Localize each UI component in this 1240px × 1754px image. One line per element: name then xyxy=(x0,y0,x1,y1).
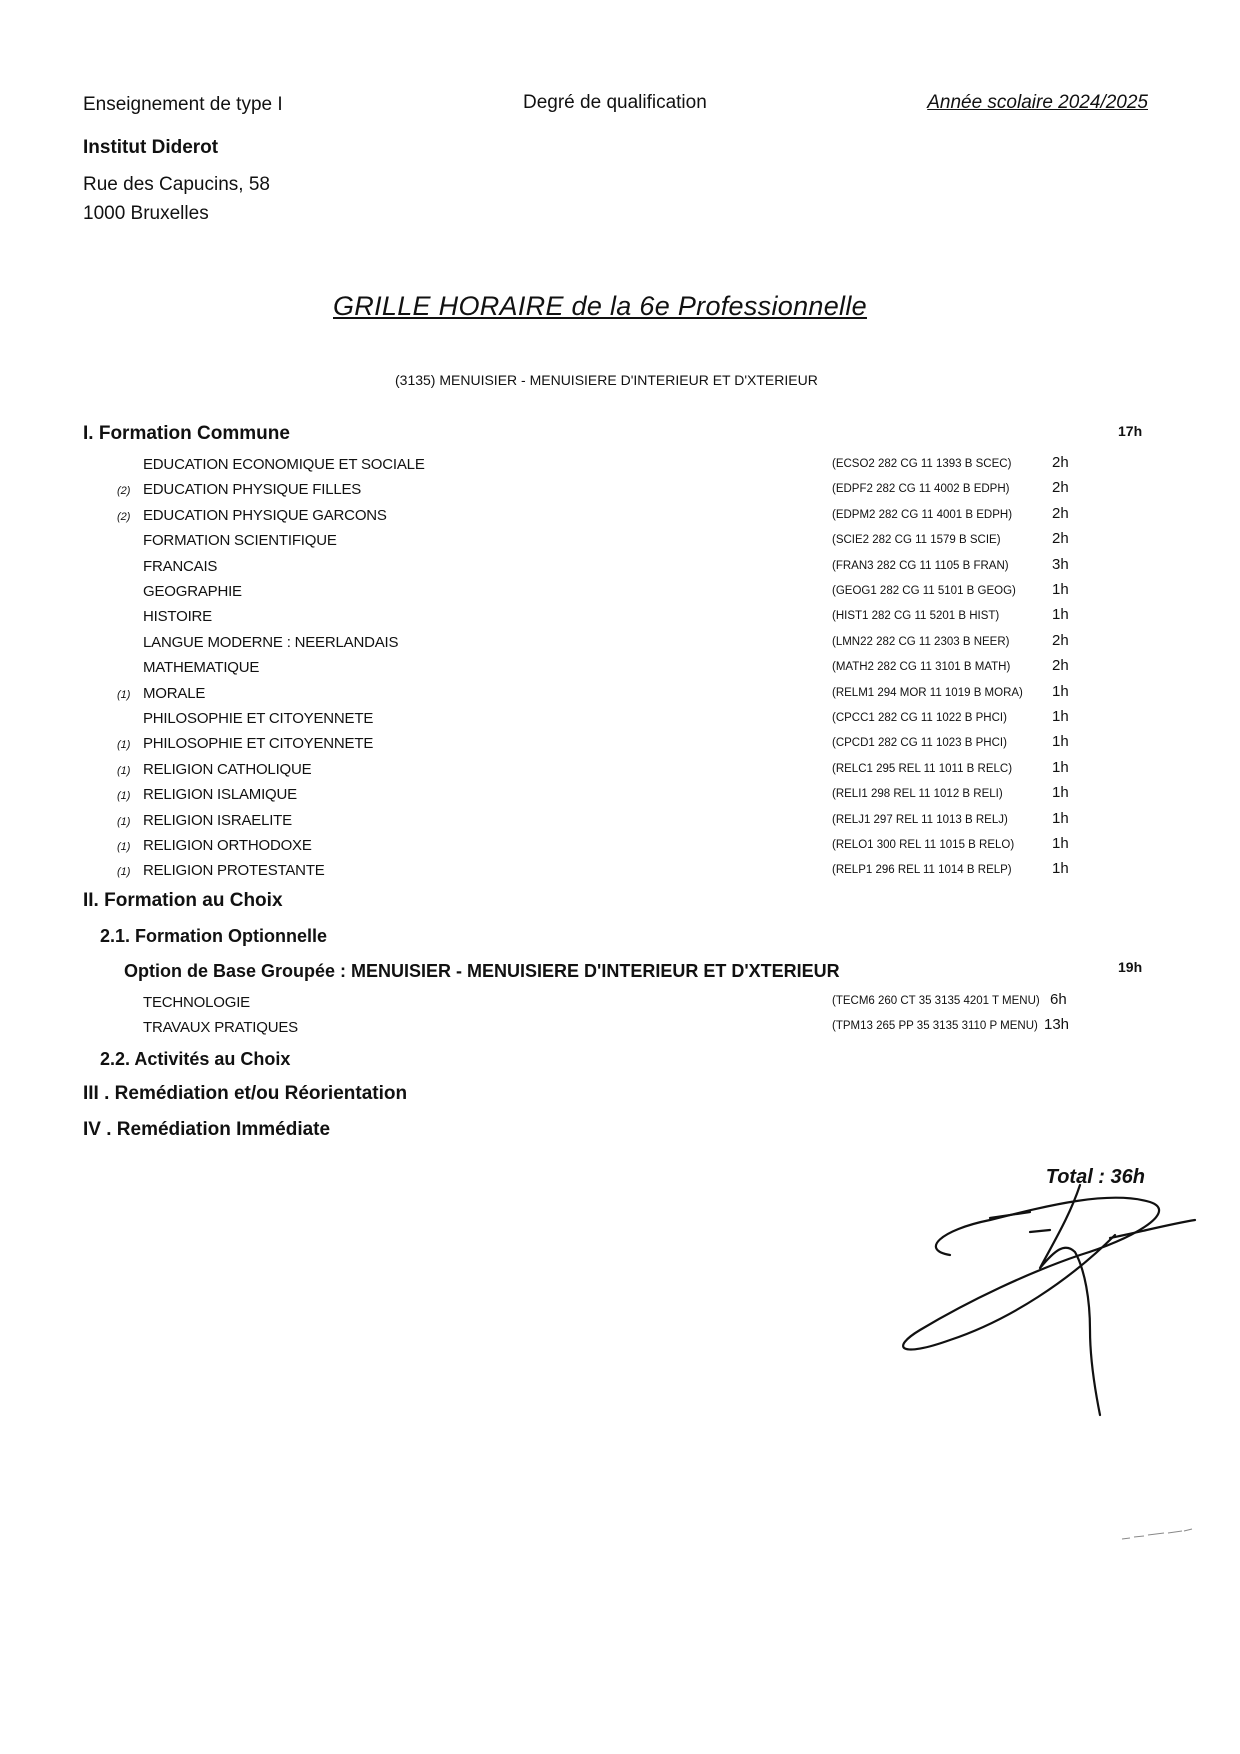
section-remediation-title: III . Remédiation et/ou Réorientation xyxy=(83,1083,408,1104)
section-optional-title: 2.1. Formation Optionnelle xyxy=(100,926,328,946)
option-prefix: Option de Base Groupée : xyxy=(124,961,352,981)
course-code: (GEOG1 282 CG 11 5101 B GEOG) xyxy=(832,585,1016,597)
course-name: FORMATION SCIENTIFIQUE xyxy=(143,532,337,550)
section-common-title: I. Formation Commune xyxy=(83,423,290,444)
course-hours: 1h xyxy=(1052,860,1069,878)
course-name: PHILOSOPHIE ET CITOYENNETE xyxy=(143,735,374,753)
course-hours: 1h xyxy=(1052,809,1069,827)
course-code: (MATH2 282 CG 11 3101 B MATH) xyxy=(832,661,1011,674)
course-footnote-marker: (1) xyxy=(117,688,131,701)
course-code: (LMN22 282 CG 11 2303 B NEER) xyxy=(832,635,1010,648)
option-total: 19h xyxy=(1118,959,1143,975)
education-type: Enseignement de type I xyxy=(83,94,283,115)
course-hours: 2h xyxy=(1052,631,1069,649)
course-code: (EDPM2 282 CG 11 4001 B EDPH) xyxy=(832,508,1013,521)
course-name: RELIGION CATHOLIQUE xyxy=(143,760,312,778)
course-footnote-marker: (2) xyxy=(117,510,131,523)
course-code: (CPCD1 282 CG 11 1023 B PHCI) xyxy=(832,737,1007,750)
course-hours: 2h xyxy=(1052,530,1069,548)
grand-total: Total : 36h xyxy=(1045,1166,1145,1188)
course-hours: 1h xyxy=(1052,606,1069,624)
course-hours: 6h xyxy=(1050,991,1067,1008)
course-hours: 1h xyxy=(1052,682,1069,700)
course-hours: 1h xyxy=(1052,581,1069,598)
course-footnote-marker: (1) xyxy=(117,764,131,777)
course-name: PHILOSOPHIE ET CITOYENNETE xyxy=(143,710,374,727)
scan-marks-icon xyxy=(1120,1525,1200,1545)
course-code: (FRAN3 282 CG 11 1105 B FRAN) xyxy=(832,559,1009,572)
page-subtitle: (3135) MENUISIER - MENUISIERE D'INTERIEUR ET D'XTERIEUR xyxy=(395,372,818,388)
course-hours: 3h xyxy=(1052,555,1069,573)
course-code: (SCIE2 282 CG 11 1579 B SCIE) xyxy=(832,534,1001,547)
section-common-total: 17h xyxy=(1118,423,1143,439)
course-hours: 13h xyxy=(1044,1016,1070,1033)
school-street: Rue des Capucins, 58 xyxy=(83,174,270,195)
course-name: LANGUE MODERNE : NEERLANDAIS xyxy=(143,633,399,651)
course-code: (RELO1 300 REL 11 1015 B RELO) xyxy=(832,839,1015,851)
course-code: (CPCC1 282 CG 11 1022 B PHCI) xyxy=(832,712,1007,724)
course-name: EDUCATION PHYSIQUE GARCONS xyxy=(143,506,387,524)
course-hours: 1h xyxy=(1052,733,1069,751)
course-name: MORALE xyxy=(143,684,206,702)
course-name: TRAVAUX PRATIQUES xyxy=(143,1019,298,1036)
section-immediate-remediation-title: IV . Remédiation Immédiate xyxy=(83,1119,331,1140)
course-hours: 2h xyxy=(1052,504,1069,522)
course-name: MATHEMATIQUE xyxy=(143,659,260,677)
course-footnote-marker: (1) xyxy=(117,790,131,803)
course-hours: 2h xyxy=(1052,454,1069,471)
section-choice-title: II. Formation au Choix xyxy=(83,890,283,911)
course-footnote-marker: (1) xyxy=(117,841,131,853)
course-code: (HIST1 282 CG 11 5201 B HIST) xyxy=(832,610,1000,623)
course-hours: 1h xyxy=(1052,784,1069,802)
course-footnote-marker: (1) xyxy=(117,739,131,752)
school-year: Année scolaire 2024/2025 xyxy=(927,92,1148,113)
course-code: (RELI1 298 REL 11 1012 B RELI) xyxy=(832,788,1003,801)
qualification-degree: Degré de qualification xyxy=(523,92,707,113)
course-name: GEOGRAPHIE xyxy=(143,583,242,600)
course-name: EDUCATION ECONOMIQUE ET SOCIALE xyxy=(143,456,425,473)
course-name: TECHNOLOGIE xyxy=(143,994,250,1011)
course-footnote-marker: (1) xyxy=(117,866,131,879)
option-title xyxy=(124,961,840,982)
course-name: EDUCATION PHYSIQUE FILLES xyxy=(143,481,362,499)
course-code: (ECSO2 282 CG 11 1393 B SCEC) xyxy=(832,458,1012,470)
course-code: (RELC1 295 REL 11 1011 B RELC) xyxy=(832,762,1013,775)
course-code: (RELP1 296 REL 11 1014 B RELP) xyxy=(832,864,1012,877)
school-city: 1000 Bruxelles xyxy=(83,203,209,224)
course-code: (EDPF2 282 CG 11 4002 B EDPH) xyxy=(832,483,1010,496)
course-name: RELIGION ORTHODOXE xyxy=(143,837,312,854)
course-name: RELIGION ISRAELITE xyxy=(143,811,292,829)
course-name: RELIGION ISLAMIQUE xyxy=(143,786,297,804)
section-activities-title: 2.2. Activités au Choix xyxy=(100,1049,291,1069)
course-hours: 1h xyxy=(1052,835,1069,852)
course-code: (RELJ1 297 REL 11 1013 B RELJ) xyxy=(832,813,1008,826)
course-hours: 1h xyxy=(1052,758,1069,776)
page-title: GRILLE HORAIRE de la 6e Professionnelle xyxy=(333,291,867,321)
course-footnote-marker: (1) xyxy=(117,815,131,828)
course-name: RELIGION PROTESTANTE xyxy=(143,862,325,880)
course-code: (TECM6 260 CT 35 3135 4201 T MENU) xyxy=(832,995,1040,1007)
course-code: (RELM1 294 MOR 11 1019 B MORA) xyxy=(832,686,1023,699)
course-footnote-marker: (2) xyxy=(117,485,131,498)
option-name: MENUISIER - MENUISIERE D'INTERIEUR ET D'XTERIEUR xyxy=(351,961,840,981)
course-hours: 2h xyxy=(1052,657,1069,675)
signature-icon xyxy=(880,1180,1200,1420)
course-code: (TPM13 265 PP 35 3135 3110 P MENU) xyxy=(832,1020,1038,1032)
course-name: HISTOIRE xyxy=(143,608,212,626)
course-name: FRANCAIS xyxy=(143,557,218,575)
school-name: Institut Diderot xyxy=(83,137,219,158)
course-hours: 2h xyxy=(1052,479,1069,497)
course-hours: 1h xyxy=(1052,708,1069,725)
